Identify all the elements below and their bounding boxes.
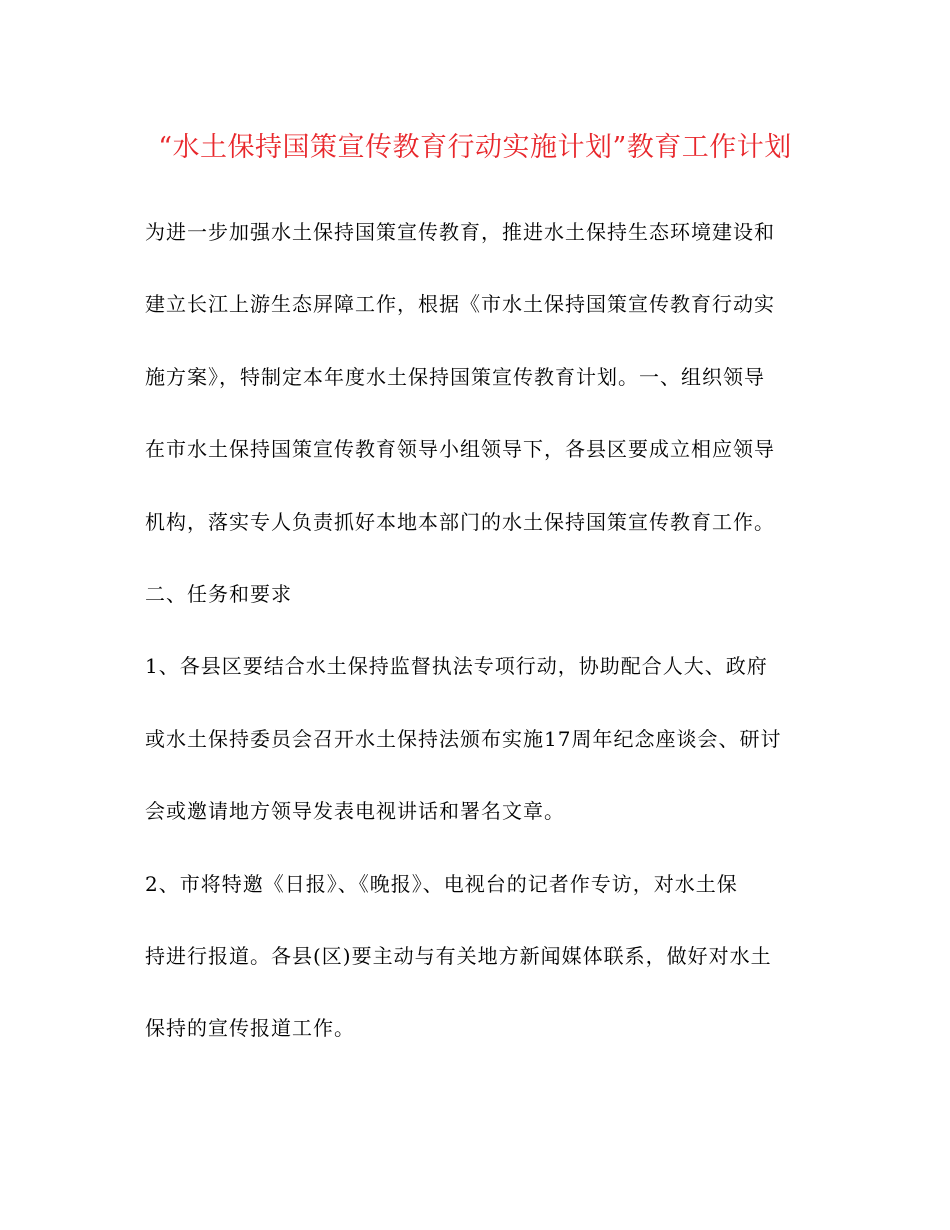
body-line: 为进一步加强水土保持国策宣传教育，推进水土保持生态环境建设和 xyxy=(145,220,775,244)
document-body xyxy=(145,212,825,1081)
body-line: 持进行报道。各县(区)要主动与有关地方新闻媒体联系，做好对水土 xyxy=(145,943,772,968)
body-line: 1、各县区要结合水土保持监督执法专项行动，协助配合人大、政府 xyxy=(145,654,768,679)
body-line: 建立长江上游生态屏障工作，根据《市水土保持国策宣传教育行动实 xyxy=(145,292,775,317)
body-line: 机构，落实专人负责抓好本地本部门的水土保持国策宣传教育工作。 xyxy=(145,509,775,534)
document-title: “水土保持国策宣传教育行动实施计划”教育工作计划 xyxy=(158,132,792,163)
body-line: 施方案》，特制定本年度水土保持国策宣传教育计划。一、组织领导 xyxy=(145,364,765,389)
body-line: 在市水土保持国策宣传教育领导小组领导下，各县区要成立相应领导 xyxy=(145,437,775,462)
section-heading: 二、任务和要求 xyxy=(145,581,292,606)
body-line: 或水土保持委员会召开水土保持法颁布实施17周年纪念座谈会、研讨 xyxy=(145,726,782,751)
body-line: 会或邀请地方领导发表电视讲话和署名文章。 xyxy=(145,799,565,824)
body-line: 保持的宣传报道工作。 xyxy=(145,1016,355,1041)
body-line: 2、市将特邀《日报》、《晚报》、电视台的记者作专访，对水土保 xyxy=(145,871,738,896)
